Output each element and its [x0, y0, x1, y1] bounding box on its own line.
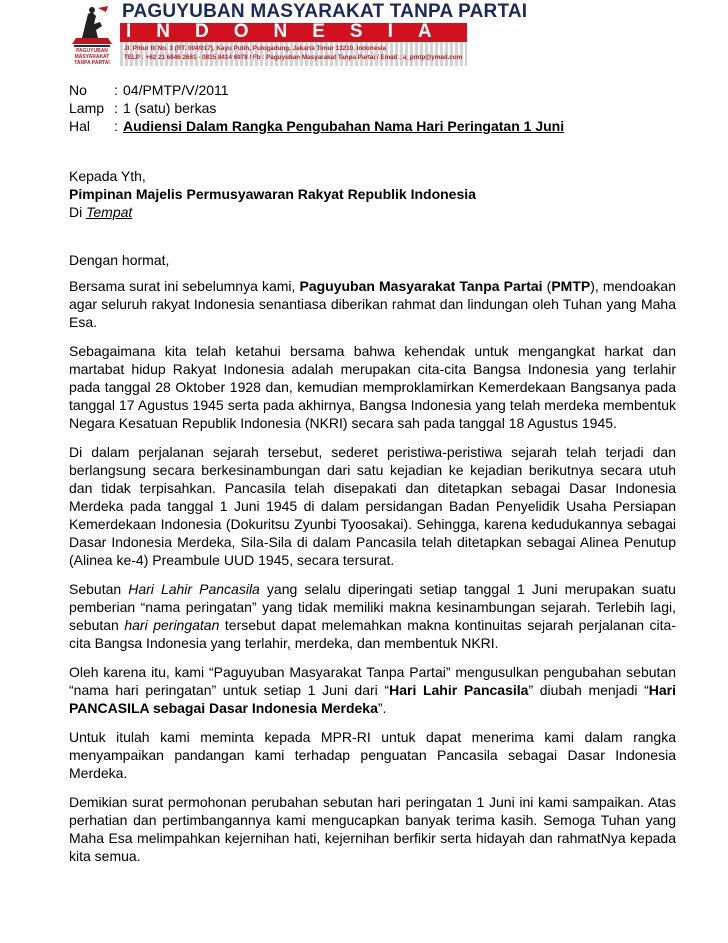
addressee-place	[69, 203, 676, 221]
bold-term: Hari Lahir Pancasila	[389, 682, 529, 698]
paragraph-4	[69, 580, 676, 652]
country-name: INDONESIA	[126, 21, 457, 42]
addressee-greeting: Kepada Yth,	[69, 168, 146, 184]
italic-term: Hari Lahir Pancasila	[128, 581, 260, 597]
text-run: tersebut dapat melemahkan makna kontinuitas sejarah perjalanan cita-cita Bangsa Indonesia yang terlahir, merdeka, dan membentuk NKRI.	[69, 617, 676, 651]
organization-name: PAGUYUBAN MASYARAKAT TANPA PARTAI	[122, 1, 528, 22]
subject-value: Audiensi Dalam Rangka Pengubahan Nama Hari Peringatan 1 Juni	[123, 118, 565, 134]
logo-caption: PAGUYUBAN MASYARAKAT TANPA PARTAI	[74, 48, 110, 66]
monument-emblem-icon	[68, 4, 116, 48]
organization-address: Jl. Pltiur III No. 3 (RT. 004/017), Kayu Putih, Pulogadung, Jakarta Timur 13210, Indonesia	[124, 45, 386, 52]
subject-row	[69, 117, 676, 135]
paragraph-5	[69, 663, 676, 717]
attachment-value: 1 (satu) berkas	[123, 100, 217, 116]
text-run: ”.	[377, 700, 387, 716]
letter-number-label: No	[69, 82, 87, 98]
paragraph-6: Untuk itulah kami meminta kepada MPR-RI untuk dapat menerima kami dalam rangka menyampaikan pandangan kami terhadap penguatan Pancasila sebagai Dasar Indonesia Merdeka.	[69, 729, 676, 781]
attachment-row	[69, 99, 676, 117]
separator: :	[114, 100, 118, 116]
letter-number-value: 04/PMTP/V/2011	[123, 82, 229, 98]
addressee-place-value: Tempat	[86, 204, 133, 220]
letterhead	[68, 0, 528, 70]
attachment-label: Lamp	[69, 100, 105, 116]
organization-contact: TELP : +62 21 6846 2661 - 0815 8414 6978 / Fb : Paguyuban Masyarakat Tanpa Partai / Email : a_pmtp@ymail.com	[124, 54, 463, 61]
addressee-name: Pimpinan Majelis Permusyawaran Rakyat Republik Indonesia	[69, 186, 476, 202]
text-run: (	[542, 278, 552, 294]
text-run: Sebutan	[69, 581, 129, 597]
text-run: ” diubah menjadi “	[528, 682, 649, 698]
italic-term: hari peringatan	[124, 617, 220, 633]
paragraph-3: Di dalam perjalanan sejarah tersebut, sederet peristiwa-peristiwa sejarah telah terjadi dan berlangsung secara berkesinambungan dari satu kejadian ke kejadian berikutnya secara utuh dan tidak terpisahkan. Pancasila telah disepakati dan ditetapkan sebagai Dasar Indonesia Merdeka pada tanggal 1 Juni 1945 di dalam persidangan Badan Penyelidik Usaha Persiapan Kemerdekaan Indonesia (Dokuritsu Zyunbi Tyoosakai). Sehingga, karena kedudukannya sebagai Dasar Indonesia Merdeka, Sila-Sila di dalam Pancasila telah ditetapkan sebagai Alinea Penutup (Alinea ke-4) Preambule UUD 1945, secara tersurat.	[69, 444, 676, 568]
paragraph-1	[69, 277, 676, 331]
organization-logo	[68, 4, 116, 64]
text-run: ), mendoakan agar seluruh rakyat Indonesia senantiasa diberikan rahmat dan lindungan oleh Tuhan yang Maha Esa.	[69, 278, 676, 330]
subject-label: Hal	[69, 118, 91, 134]
bold-term: Hari PANCASILA sebagai Dasar Indonesia Merdeka	[69, 682, 677, 716]
text-run: Bersama surat ini sebelumnya kami,	[69, 278, 300, 294]
paragraph-7: Demikian surat permohonan perubahan sebutan hari peringatan 1 Juni ini kami sampaikan. Atas perhatian dan pertimbangannya kami mengucapkan banyak terima kasih. Semoga Tuhan yang Maha Esa melimpahkan kejernihan hati, kejernihan berfikir serta hidayah dan rahmatNya kepada kita semua.	[69, 794, 676, 864]
separator: :	[114, 118, 118, 134]
paragraph-2: Sebagaimana kita telah ketahui bersama bahwa kehendak untuk mengangkat harkat dan martabat hidup Rakyat Indonesia adalah merupakan cita-cita Bangsa Indonesia yang terlahir pada tanggal 28 Oktober 1928 dan, kemudian memproklamirkan Kemerdekaan Bangsanya pada tanggal 17 Agustus 1945 serta pada akhirnya, Bangsa Indonesia yang telah merdeka membentuk Negara Kesatuan Republik Indonesia (NKRI) secara sah pada tanggal 18 Agustus 1945.	[69, 343, 676, 431]
letter-body	[69, 81, 676, 865]
addressee-place-prefix: Di	[69, 204, 87, 220]
letter-number-row	[69, 81, 676, 99]
separator: :	[114, 82, 118, 98]
organization-mention: Paguyuban Masyarakat Tanpa Partai	[299, 278, 543, 294]
text-run: Oleh karena itu, kami “Paguyuban Masyarakat Tanpa Partai” mengusulkan pengubahan sebutan “nama hari peringatan” untuk setiap 1 Juni dari “	[69, 664, 676, 698]
salutation: Dengan hormat,	[69, 252, 170, 268]
text-run: yang selalu diperingati setiap tanggal 1 Juni merupakan suatu pemberian “nama peringatan” yang tidak memiliki makna kesinambungan sejarah. Terlebih lagi, sebutan	[69, 581, 676, 633]
organization-abbr: PMTP	[551, 278, 591, 294]
